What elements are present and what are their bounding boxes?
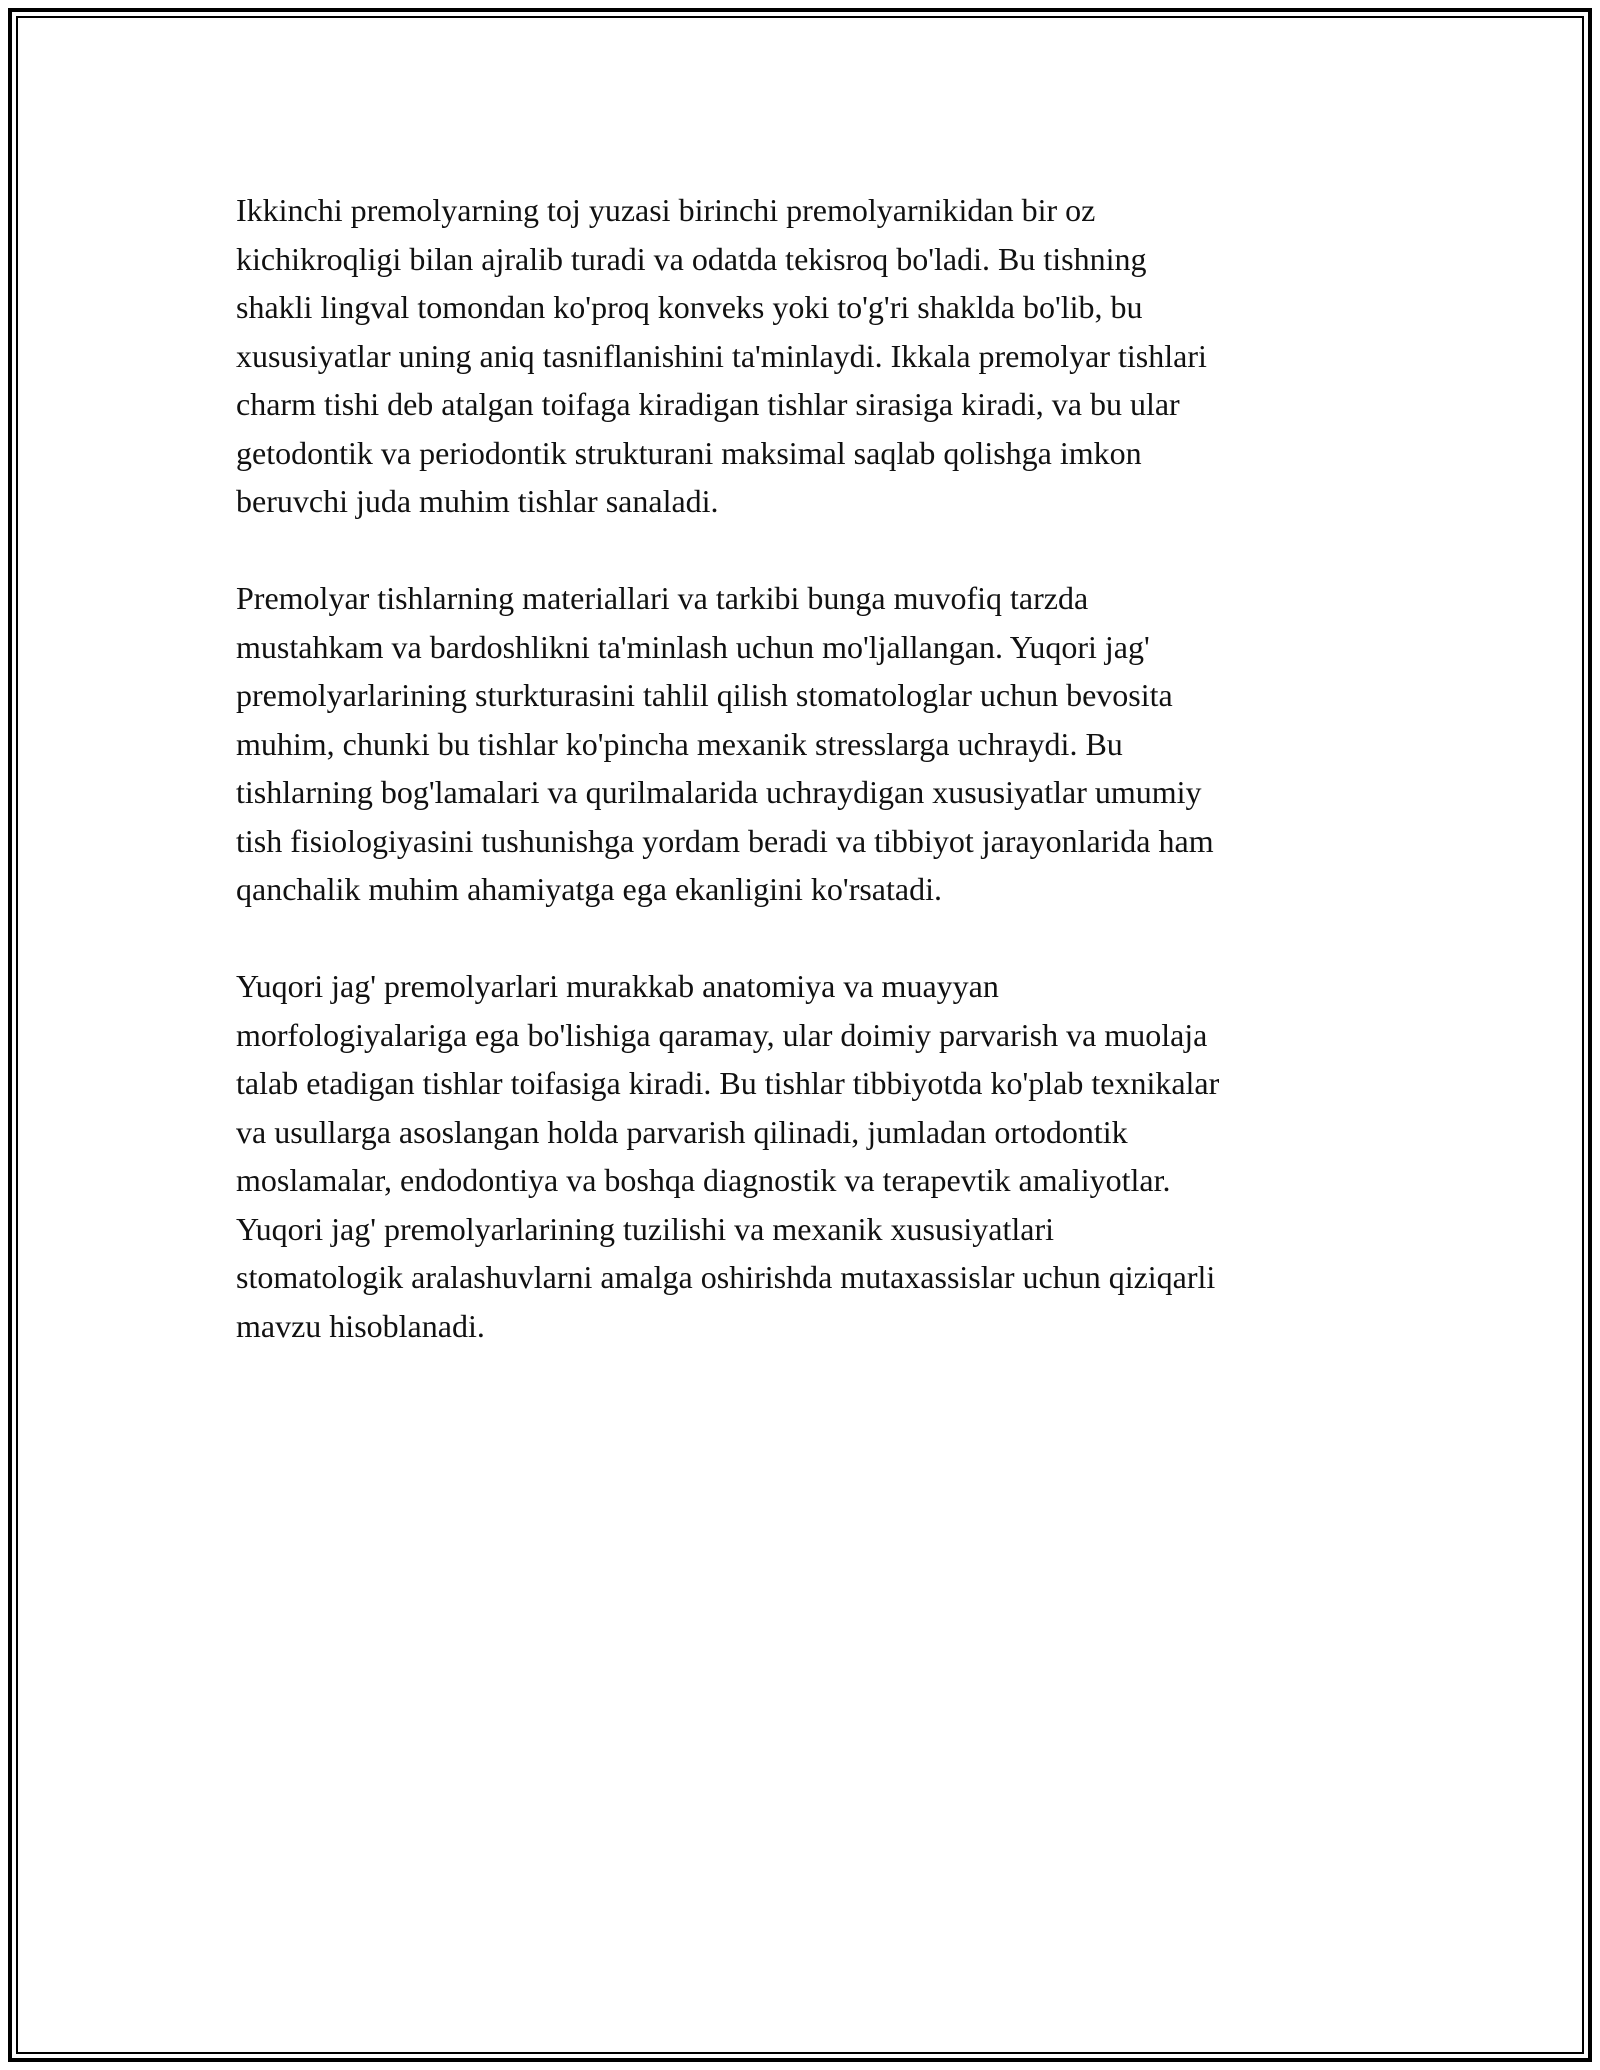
text-line: kichikroqligi bilan ajralib turadi va odatda tekisroq bo'ladi. Bu tishning	[236, 240, 1147, 277]
text-line: muhim, chunki bu tishlar ko'pincha mexanik stresslarga uchraydi. Bu	[236, 725, 1123, 762]
paragraph-1	[236, 186, 1376, 526]
text-line: premolyarlarining sturkturasini tahlil qilish stomatologlar uchun bevosita	[236, 677, 1173, 713]
text-line: shakli lingval tomondan ko'proq konveks yoki to'g'ri shaklda bo'lib, bu	[236, 289, 1143, 325]
paragraph-2	[236, 574, 1376, 914]
text-line: morfologiyalariga ega bo'lishiga qaramay, ular doimiy parvarish va muolaja	[236, 1016, 1208, 1053]
text-line: charm tishi deb atalgan toifaga kiradigan tishlar sirasiga kiradi, va bu ular	[236, 386, 1180, 422]
text-line: Yuqori jag' premolyarlari murakkab anatomiya va muayyan	[236, 968, 999, 1004]
text-line: qanchalik muhim ahamiyatga ega ekanligini ko'rsatadi.	[236, 871, 942, 907]
text-line: Ikkinchi premolyarning toj yuzasi birinchi premolyarnikidan bir oz	[236, 192, 1096, 228]
text-line: xususiyatlar uning aniq tasniflanishini ta'minlaydi. Ikkala premolyar tishlari	[236, 337, 1207, 374]
text-line: mustahkam va bardoshlikni ta'minlash uchun mo'ljallangan. Yuqori jag'	[236, 628, 1150, 665]
text-line: tish fisiologiyasini tushunishga yordam beradi va tibbiyot jarayonlarida ham	[236, 822, 1214, 859]
text-line: moslamalar, endodontiya va boshqa diagnostik va terapevtik amaliyotlar.	[236, 1162, 1171, 1198]
text-line: getodontik va periodontik strukturani maksimal saqlab qolishga imkon	[236, 434, 1142, 471]
paragraph-3	[236, 962, 1376, 1350]
document-body	[236, 186, 1376, 1350]
text-line: tishlarning bog'lamalari va qurilmalarida uchraydigan xususiyatlar umumiy	[236, 774, 1202, 810]
text-line: Premolyar tishlarning materiallari va tarkibi bunga muvofiq tarzda	[236, 580, 1089, 616]
text-line: Yuqori jag' premolyarlarining tuzilishi va mexanik xususiyatlari	[236, 1210, 1055, 1247]
text-line: beruvchi juda muhim tishlar sanaladi.	[236, 483, 719, 519]
text-line: mavzu hisoblanadi.	[236, 1307, 485, 1344]
text-line: stomatologik aralashuvlarni amalga oshirishda mutaxassislar uchun qiziqarli	[236, 1259, 1216, 1295]
text-line: va usullarga asoslangan holda parvarish qilinadi, jumladan ortodontik	[236, 1113, 1128, 1150]
text-line: talab etadigan tishlar toifasiga kiradi. Bu tishlar tibbiyotda ko'plab texnikalar	[236, 1065, 1220, 1101]
